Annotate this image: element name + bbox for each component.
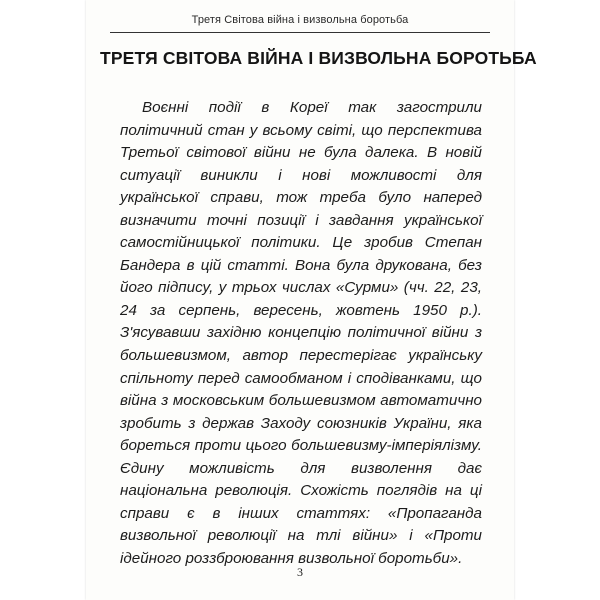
chapter-title: ТРЕТЯ СВІТОВА ВІЙНА І ВИЗВОЛЬНА БОРОТЬБА — [100, 48, 537, 68]
body-paragraph: Воєнні події в Кореї так загострили політичний стан у всьому світі, що перспектива Третьої світової війни не була далека. В новій ситуації виникли і нові можливості для української справи, тож треба було наперед визначити точні позиції і завдання української самостійницької політики. Це зробив Степан Бандера в цій статті. Вона була друкована, без його підпису, у трьох числах «Сурми» (чч. 22, 23, 24 за серпень, вересень, жовтень 1950 р.). З'ясувавши західню концепцію політичної війни з большевизмом, автор перестерігає українську спільноту перед самообманом і сподіванками, що війна з московським большевизмом автоматично зробить з держав Заходу союзників України, яка бореться проти цього большевизму-імперіялізму. Єдину можливість для визволення дає національна революція. Схожість поглядів на ці справи є в інших статтях: «Пропаганда визвольної революції на тлі війни» і «Проти ідейного роззброювання визвольної боротьби». — [120, 99, 482, 567]
page-number: 3 — [297, 565, 303, 579]
header-rule — [110, 32, 490, 33]
running-header-title: Третя Світова війна і визвольна боротьба — [191, 14, 409, 26]
